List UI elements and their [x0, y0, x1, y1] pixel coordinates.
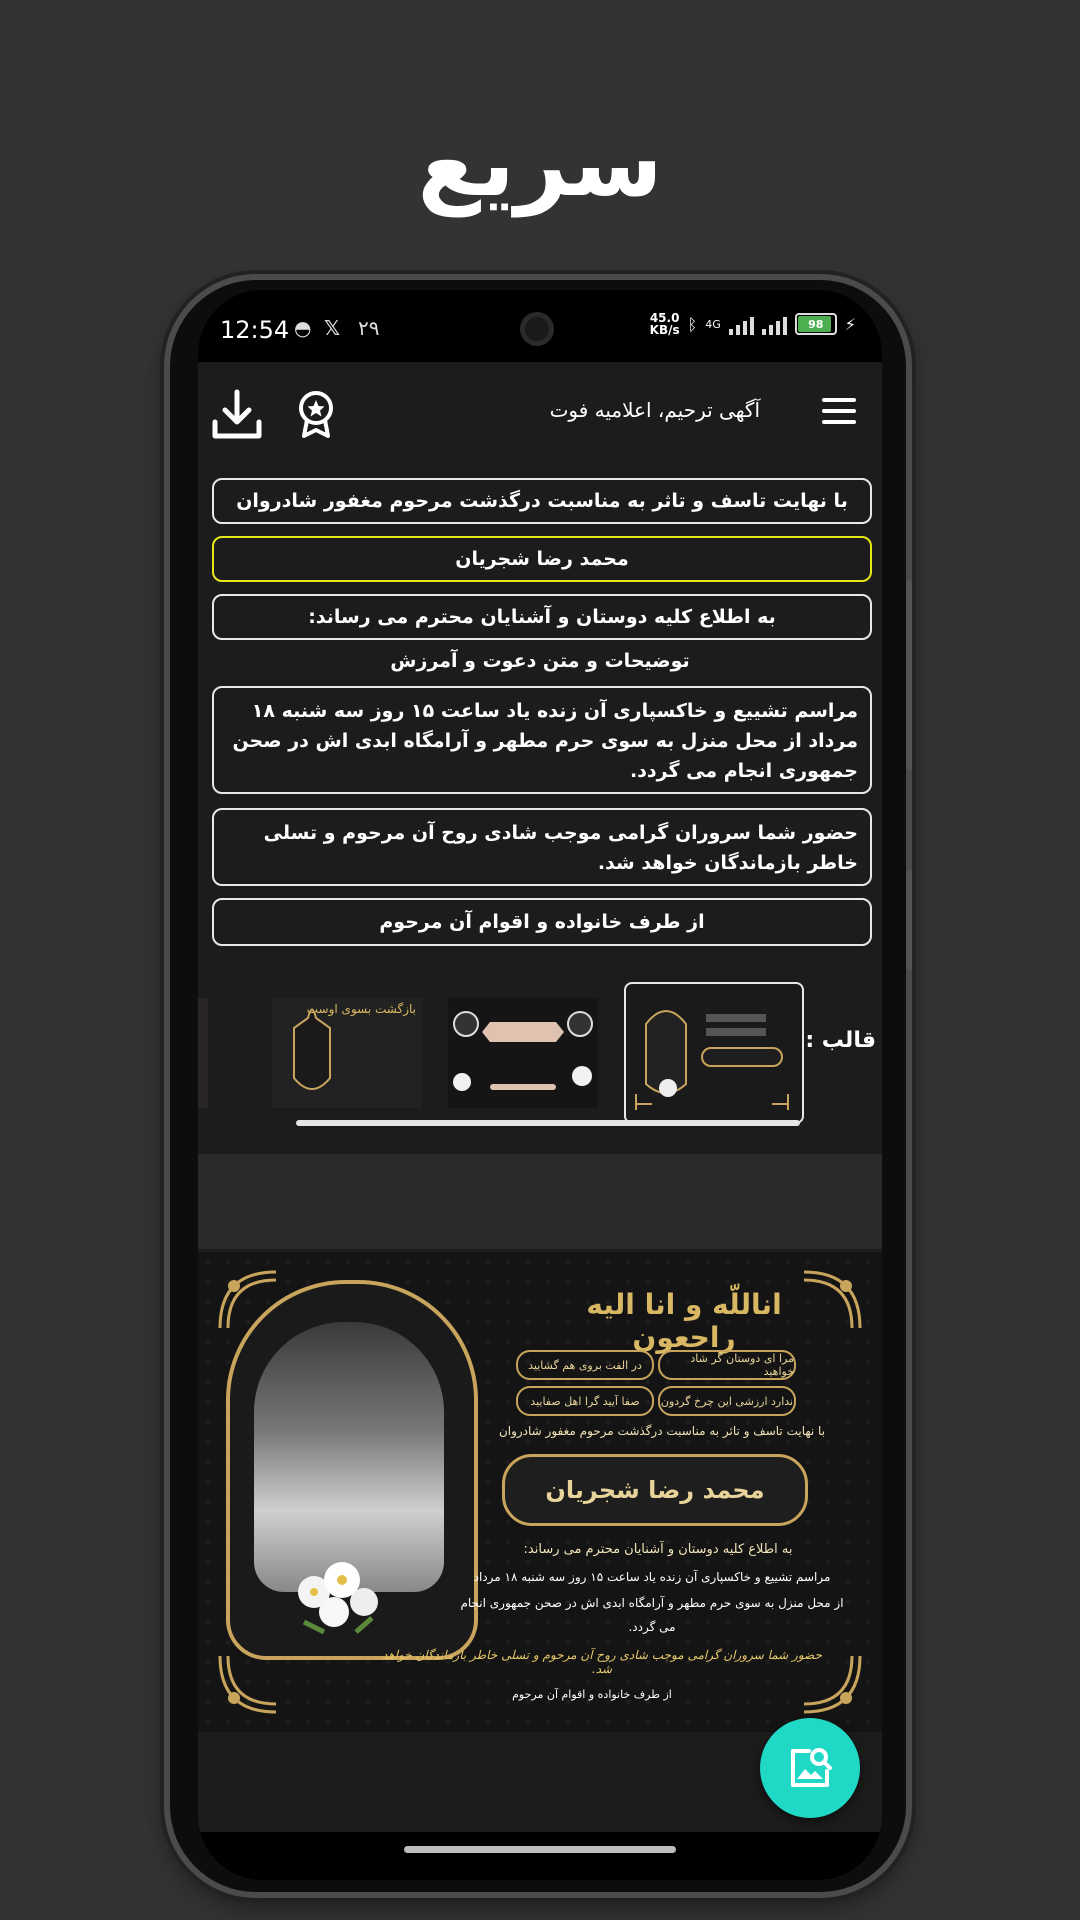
- promo-title: سریع: [417, 110, 663, 217]
- menu-icon-bar: [822, 409, 856, 413]
- template-thumb-2[interactable]: [448, 998, 598, 1108]
- bluetooth-icon: ᛒ: [687, 314, 698, 334]
- template-3-caption: بازگشت بسوی اوست: [306, 1002, 416, 1016]
- template-thumb-4[interactable]: [198, 998, 208, 1108]
- template-thumb-3[interactable]: [272, 998, 422, 1108]
- signal-icon-1: [729, 313, 754, 335]
- notification-icon: ◓: [294, 316, 312, 340]
- battery-icon: [795, 313, 837, 335]
- poem-pill-3: ندارد ارزشی این چرخ گردون: [658, 1386, 796, 1416]
- preview-ceremony-line-1: مراسم تشییع و خاکسپاری آن زنده یاد ساعت ۱۵ روز سه شنبه ۱۸ مرداد: [473, 1570, 831, 1584]
- side-button-power: [906, 870, 912, 970]
- template-scrollbar[interactable]: [296, 1120, 800, 1126]
- charging-icon: ⚡: [844, 314, 856, 334]
- obituary-preview: [198, 1252, 882, 1732]
- battery-level: 98: [808, 317, 824, 331]
- menu-button[interactable]: [822, 398, 856, 426]
- menu-icon-bar: [822, 420, 856, 424]
- preview-ceremony-line-2: از محل منزل به سوی حرم مطهر و آرامگاه ابدی اش در صحن جمهوری انجام: [460, 1596, 844, 1610]
- image-search-icon: [787, 1745, 833, 1791]
- family-field-text: از طرف خانواده و اقوام آن مرحوم: [379, 911, 705, 933]
- x-app-icon: 𝕏: [324, 316, 341, 340]
- presence-field[interactable]: [212, 808, 872, 886]
- ceremony-field-text: مراسم تشییع و خاکسپاری آن زنده یاد ساعت ۱۵ روز سه شنبه ۱۸ مرداد از محل منزل به سوی حرم مطهر و آرامگاه ابدی اش در صحن جمهوری انجام می گردد.: [232, 700, 858, 782]
- poem-pill-4: صفا آیید گرا اهل صفایید: [516, 1386, 654, 1416]
- download-icon: [210, 388, 264, 442]
- preview-background: [198, 1154, 882, 1249]
- preview-name: محمد رضا شجریان: [502, 1454, 808, 1526]
- family-field[interactable]: [212, 898, 872, 946]
- template-1-preview: [626, 984, 798, 1118]
- preview-notice: به اطلاع کلیه دوستان و آشنایان محترم می رساند:: [523, 1542, 793, 1557]
- intro-field-text: با نهایت تاسف و تاثر به مناسبت درگذشت مرحوم مغفور شادروان: [236, 490, 848, 512]
- template-2-preview: [448, 998, 598, 1108]
- home-indicator[interactable]: [404, 1846, 676, 1853]
- notice-field[interactable]: [212, 594, 872, 640]
- name-field-text: محمد رضا شجریان: [455, 548, 629, 570]
- status-time: 12:54: [220, 316, 290, 344]
- intro-field[interactable]: [212, 478, 872, 524]
- network-type: 4G: [705, 317, 721, 331]
- app-screen: [198, 290, 882, 1880]
- app-toolbar: [198, 362, 882, 462]
- menu-icon: [822, 398, 856, 402]
- image-search-fab[interactable]: [760, 1718, 860, 1818]
- status-bar: [198, 290, 882, 362]
- preview-family: از طرف خانواده و اقوام آن مرحوم: [512, 1688, 672, 1701]
- preview-verse: اناللّه و انا الیه راجعون: [586, 1288, 782, 1354]
- award-icon: [296, 390, 336, 438]
- poem-pill-1: مرا ای دوستان گر شاد خواهید: [658, 1350, 796, 1380]
- preview-presence: حضور شما سروران گرامی موجب شادی روح آن مرحوم و تسلی خاطر بازماندگان خواهد شد.: [382, 1648, 822, 1676]
- template-label: قالب :: [805, 1028, 876, 1053]
- preview-intro: با نهایت تاسف و تاثر به مناسبت درگذشت مرحوم مغفور شادروان: [498, 1424, 826, 1438]
- status-date: ۲۹: [358, 316, 380, 340]
- toolbar-title: آگهی ترحیم، اعلامیه فوت: [549, 398, 760, 422]
- flower-bouquet-icon: [284, 1552, 394, 1642]
- ceremony-field[interactable]: [212, 686, 872, 794]
- template-thumb-1[interactable]: [624, 982, 804, 1124]
- poem-pill-2: در الفت بروی هم گشایید: [516, 1350, 654, 1380]
- front-camera: [520, 312, 554, 346]
- signal-icon-2: [762, 313, 787, 335]
- net-speed: [650, 312, 680, 336]
- premium-button[interactable]: [296, 390, 336, 438]
- presence-field-text: حضور شما سروران گرامی موجب شادی روح آن مرحوم و تسلی خاطر بازماندگان خواهد شد.: [263, 822, 858, 874]
- name-field[interactable]: [212, 536, 872, 582]
- status-right: [650, 312, 856, 336]
- description-label: توضیحات و متن دعوت و آمرزش: [390, 650, 690, 672]
- navigation-bar: [198, 1832, 882, 1880]
- side-button-volume: [906, 580, 912, 770]
- net-speed-value: 45.0: [649, 311, 680, 325]
- net-speed-unit: KB/s: [649, 323, 680, 337]
- download-button[interactable]: [210, 388, 264, 442]
- preview-ceremony-line-3: می گردد.: [628, 1620, 676, 1634]
- notice-field-text: به اطلاع کلیه دوستان و آشنایان محترم می رساند:: [308, 606, 776, 628]
